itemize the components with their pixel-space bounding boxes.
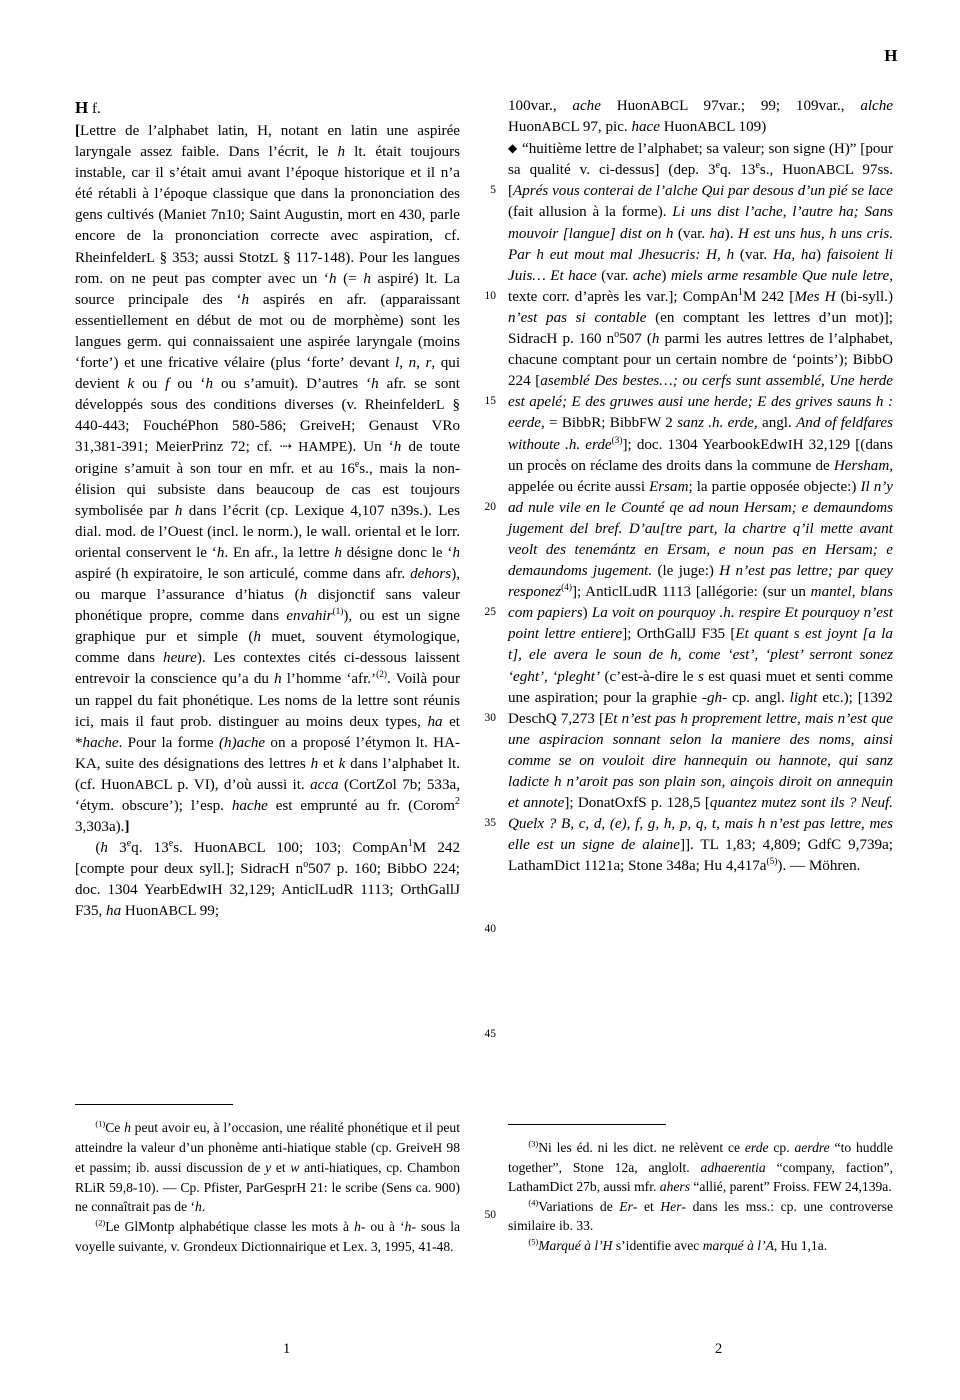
headword-line (75, 96, 460, 121)
headword: H (75, 98, 89, 117)
line-number: 5 (490, 184, 496, 197)
footnote-item: $^{(1)}$Ce h peut avoir eu, à l’occasion, une réalité phonétique et il peut atteindre la valeur d’un phonème anti-hiatique stable (cp. GreiveH 98 et passim; ib. aussi discussion de y et w anti-hiatiques, cp. Chambon RLiR 59,8-10). — Cp. Pfister, ParGesprH 21: le scribe (Sens ca. 900) ne connaîtrait pas de ‘h. (75, 1118, 461, 1215)
line-number: 10 (484, 289, 496, 302)
headword-grammar: f. (92, 101, 101, 117)
line-number: 25 (484, 606, 496, 619)
folio-left: 1 (283, 1341, 291, 1357)
line-number: 30 (484, 711, 496, 724)
footnote-marker: (2) (95, 1217, 106, 1228)
footnote-item: $^{(2)}$Le GlMontp alphabétique classe les mots à h- ou à ‘h- sous la voyelle suivante, v. Grondeux Dictionnairique et Lex. 3, 1995, 41-48. (75, 1217, 461, 1254)
paragraph-attestations-cont: 100var., ache HuonABCL 97var.; 99; 109var., alche HuonABCL 97, pic. hace HuonABCL 109) (508, 98, 893, 136)
paragraph-attestations: (h 3eq. 13es. HuonABCL 100; 103; CompAn$^1$M 242 [compte pour deux syll.]; SidracH $n^o507$ p. 160; BibbO 224; doc. 1304 YearbEdwIH 32,129; AnticlLudR 1113; OrthGallJ F35, ha HuonABCL 99; (75, 838, 461, 920)
footnote-item: $^{(4)}$Variations de Er- et Her- dans les mss.: cp. une controverse similaire ib. 33. (508, 1197, 894, 1234)
running-head: H (884, 46, 898, 65)
footnotes-right (508, 1138, 893, 1256)
footnote-rule-left (75, 1104, 233, 1105)
footnote-marker: (4) (528, 1197, 539, 1208)
column-left (75, 96, 460, 923)
folio-right: 2 (715, 1341, 723, 1357)
footnote-item: $^{(5)}$Marqué à l’H s’identifie avec marqué à l’A, Hu 1,1a. (528, 1236, 828, 1253)
line-number: 45 (484, 1028, 496, 1041)
footnote-item: $^{(3)}$Ni les éd. ni les dict. ne relèvent ce erde cp. aerdre “to huddle together”, Stone 12a, anglolt. adhaerentia “company, faction”, LathamDict 27b, aussi mfr. ahers “allié, parent” Froiss. FEW 24,139a. (508, 1138, 893, 1195)
footnotes-left (75, 1118, 460, 1256)
paragraph-definition: [Lettre de l’alphabet latin, H, notant en latin une aspirée laryngale assez faible. Dans l’écrit, le h lt. était toujours instable, car il s’était amui avant l’époque historique et il n’a été rétabli à l’époque classique que dans la prononciation des gens cultivés (Maniet 7n10; Saint Augustin, mort en 430, parle encore de la prononciation correcte avec aspiration, cf. RheinfelderL § 353; aussi StotzL § 117-148). Pour les langues rom. on ne peut pas compter avec un ‘h (= h aspiré) lt. La source principale des ‘h aspirés en afr. (apparaissant essentiellement en début de mot ou de morphème) sont les langues germ. qui connaissaient une aspirée laryngale (moins ‘forte’) et une fricative vélaire (plus ‘forte’ devant l, n, r, qui devient k ou f ou ‘h ou s’amuit). D’autres ‘h afr. se sont développés sous des conditions diverses (v. RheinfelderL § 440-443; FouchéPhon 580-586; GreiveH; Genaust VRo 31,381-391; MeierPrinz 72; cf. ⇢ HAMPE). Un ‘h de toute origine s’amuit à son tour en mfr. et au 16es., mais la non-élision qui subsiste dans beaucoup de cas est toujours symbolisée par h dans l’écrit (cp. Lexique 4,107 n39s.). Les dial. mod. de l’Ouest (incl. le norm.), le wall. oriental et le lorr. oriental conservent le ‘h. En afr., la lettre h désigne donc le ‘h aspiré (h expiratoire, le son articulé, comme dans afr. dehors), ou marque l’assurance d’hiatus (h disjonctif sans valeur phonétique propre, comme dans envahir$^{(1)}$), ou est un signe graphique pur et simple (h muet, souvent étymologique, comme dans heure). Les contextes cités ci-dessous laissent entrevoir la conscience qu’a du h l’homme ‘afr.’$^{(2)}$. Voilà pour un rappel du fait phonétique. Les noms de la lettre sont réunis ici, mais il faut prob. distinguer au moins deux types, ha et *hache. Pour la forme (h)ache on a proposé l’étymon lt. HA-KA, suite des désignations des lettres h et k dans l’alphabet lt. (cf. HuonABCL p. VI), d’où aussi it. acca (CortZol 7b; 533a, ‘étym. obscure’); l’esp. hache est emprunté au fr. (Corom$^2$ 3,303a).] (75, 123, 461, 836)
lozenge-sense-marker: ◆ (508, 141, 519, 156)
line-number: 40 (484, 922, 496, 935)
line-numbers-body (470, 96, 496, 1045)
line-number: 50 (484, 1209, 496, 1221)
footnote-marker: (1) (95, 1118, 106, 1129)
column-right (508, 96, 893, 877)
paragraph-sense-1: ◆ “huitième lettre de l’alphabet; sa valeur; son signe (H)” [pour sa qualité v. ci-dessus] (dep. 3eq. 13es., HuonABCL 97ss. [Aprés vous conterai de l’alche Qui par desous d’un pié se lace (fait allusion à la forme). Li uns dist l’ache, l’autre ha; Sans mouvoir [langue] dist on h (var. ha). H est uns hus, h uns cris. Par h eut mout mal Jhesucris: H, h (var. Ha, ha) faisoient li Juis… Et hace (var. ache) miels arme resamble Que nule letre, texte corr. d’après les var.]; CompAn$^1$M 242 [Mes H (bi-syll.) n’est pas si contable (en comptant les lettres d’un mot)]; SidracH p. 160 $n^o507$ (h parmi les autres lettres de l’alphabet, chacune comptant pour un certain nombre de ‘points’); BibbO 224 [asemblé Des bestes…; ou cerfs sunt assemblé, Une herde est apelé; E des gruwes ausi une herde; E des grives sauns h : eerde, = BibbR; BibbFW 2 sanz .h. erde, angl. And of feldfares withoute .h. erde$^{(3)}$]; doc. 1304 YearbookEdwIH 32,129 [(dans un procès on réclame des droits dans la commune de Hersham, appelée ou écrite aussi Ersam; la partie opposée objecte:) Il n’y ad nule vile en le Counté qe ad noun Hersam; e demaundoms jugement del bref. D’au[tre part, la chartre q’il mette avant veolt des tenemántz en Ersam, e noun pas en Hersam; e demaundoms jugement. (le juge:) H n’est pas lettre; par quey responez$^{(4)}$]; AnticlLudR 1113 [allégorie: (sur un mantel, blans com papiers) La voit on pourquoy .h. respire Et pourquoy n’est point lettre entiere]; OrthGallJ F35 [Et quant s est joynt [a la t], ele avera le soun de h, come ‘est’, ‘plest’ serront sonez ‘eght’, ‘pleght’ (c’est-à-dire le s est quasi muet et senti comme une aspiration; pour la graphie -gh- cp. angl. light etc.); [1392 DeschQ 7,273 [Et n’est pas h proprement lettre, mais n’est que une aspiracion sonnant selon la maniere des noms, ainsi comme se on vouloit dire hannequin ou hannote, qui sanz ladicte h n’aroit pas son plain son, ainçois diroit on annequin et annote]; DonatOxfS p. 128,5 [quantez mutez sont ils ? Neuf. Quelx ? B, c, d, (e), f, g, h, p, q, t, mais h n’est pas lettre, mes elle est un signe de alaine]]. TL 1,83; 4,809; GdfC 9,739a; LathamDict 1121a; Stone 348a; Hu 4,417a$^{(5)}$). — Möhren. (508, 141, 894, 875)
line-number: 35 (484, 817, 496, 830)
footnote-marker: (5) (528, 1236, 539, 1247)
line-numbers-footnote-area (470, 1206, 496, 1226)
footnote-marker: (3) (528, 1138, 539, 1149)
line-number: 20 (484, 500, 496, 513)
footnote-rule-right (508, 1124, 666, 1125)
line-number: 15 (484, 395, 496, 408)
